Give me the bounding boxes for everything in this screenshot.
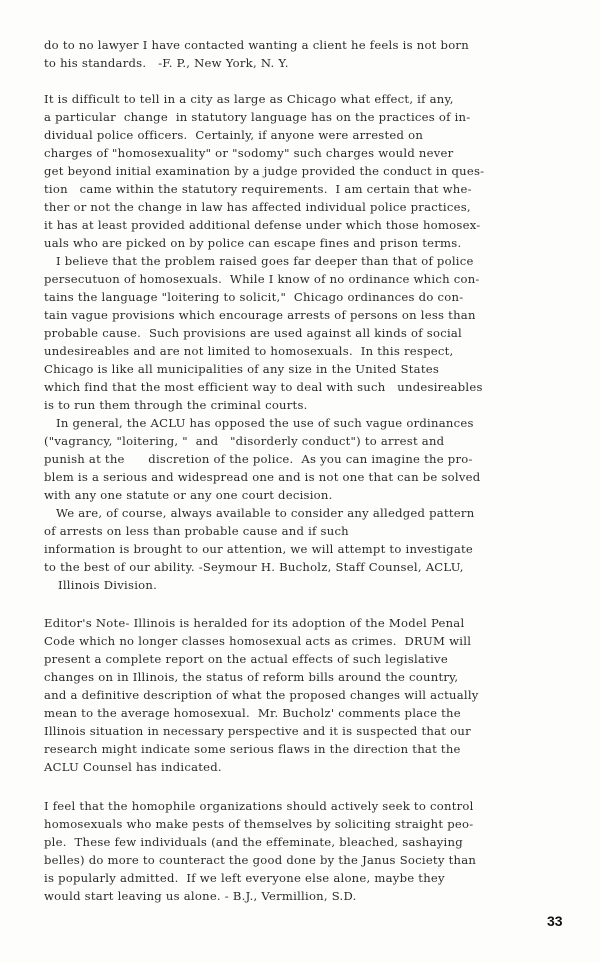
text-line: is to run them through the criminal courts. bbox=[44, 398, 308, 412]
text-line: would start leaving us alone. - B.J., Vermillion, S.D. bbox=[44, 889, 357, 903]
text-line: ACLU Counsel has indicated. bbox=[44, 760, 222, 774]
text-line: is popularly admitted. If we left everyone else alone, maybe they bbox=[44, 871, 445, 885]
text-line: uals who are picked on by police can escape fines and prison terms. bbox=[44, 236, 462, 250]
text-line: Editor's Note- Illinois is heralded for its adoption of the Model Penal bbox=[44, 616, 465, 630]
text-line: Code which no longer classes homosexual acts as crimes. DRUM will bbox=[44, 634, 472, 648]
text-line: with any one statute or any one court decision. bbox=[44, 488, 333, 502]
text-line: to the best of our ability. -Seymour H. Bucholz, Staff Counsel, ACLU, bbox=[44, 560, 464, 574]
text-line: present a complete report on the actual effects of such legislative bbox=[44, 652, 448, 666]
text-line: It is difficult to tell in a city as large as Chicago what effect, if any, bbox=[44, 92, 454, 106]
text-line: ther or not the change in law has affected individual police practices, bbox=[44, 200, 471, 214]
text-line: persecutuon of homosexuals. While I know of no ordinance which con- bbox=[44, 272, 480, 286]
text-line: information is brought to our attention, we will attempt to investigate bbox=[44, 542, 474, 556]
text-line: tains the language "loitering to solicit," Chicago ordinances do con- bbox=[44, 290, 464, 304]
text-line: and a definitive description of what the proposed changes will actually bbox=[44, 688, 479, 702]
text-line: changes on in Illinois, the status of reform bills around the country, bbox=[44, 670, 459, 684]
text-line: tion came within the statutory requirements. I am certain that whe- bbox=[44, 182, 472, 196]
text-line: punish at the discretion of the police. As you can imagine the pro- bbox=[44, 452, 473, 466]
text-line: a particular change in statutory language has on the practices of in- bbox=[44, 110, 471, 124]
text-line: Chicago is like all municipalities of any size in the United States bbox=[44, 362, 440, 376]
text-line: Illinois situation in necessary perspective and it is suspected that our bbox=[44, 724, 471, 738]
text-line: research might indicate some serious flaws in the direction that the bbox=[44, 742, 461, 756]
text-line: do to no lawyer I have contacted wanting a client he feels is not born bbox=[44, 38, 469, 52]
text-line: I feel that the homophile organizations should actively seek to control bbox=[44, 799, 474, 813]
text-line: mean to the average homosexual. Mr. Bucholz' comments place the bbox=[44, 706, 461, 720]
text-line: which find that the most efficient way to deal with such undesireables bbox=[44, 380, 483, 394]
text-line: I believe that the problem raised goes far deeper than that of police bbox=[56, 254, 474, 268]
text-line: blem is a serious and widespread one and is not one that can be solved bbox=[44, 470, 481, 484]
text-line: probable cause. Such provisions are used against all kinds of social bbox=[44, 326, 463, 340]
text-line: dividual police officers. Certainly, if anyone were arrested on bbox=[44, 128, 424, 142]
text-line: We are, of course, always available to consider any alledged pattern bbox=[56, 506, 475, 520]
text-line: Illinois Division. bbox=[58, 578, 158, 592]
text-line: to his standards. -F. P., New York, N. Y. bbox=[44, 56, 289, 70]
text-line: it has at least provided additional defense under which those homosex- bbox=[44, 218, 481, 232]
text-line: of arrests on less than probable cause and if such bbox=[44, 524, 349, 538]
text-line: undesireables and are not limited to homosexuals. In this respect, bbox=[44, 344, 454, 358]
text-line: homosexuals who make pests of themselves by soliciting straight peo- bbox=[44, 817, 474, 831]
text-line: charges of "homosexuality" or "sodomy" such charges would never bbox=[44, 146, 454, 160]
text-line: belles) do more to counteract the good done by the Janus Society than bbox=[44, 853, 477, 867]
text-line: In general, the ACLU has opposed the use of such vague ordinances bbox=[56, 416, 474, 430]
text-line: tain vague provisions which encourage arrests of persons on less than bbox=[44, 308, 476, 322]
text-line: ple. These few individuals (and the effeminate, bleached, sashaying bbox=[44, 835, 463, 849]
text-line: ("vagrancy, "loitering, " and "disorderly conduct") to arrest and bbox=[44, 434, 445, 448]
text-line: get beyond initial examination by a judge provided the conduct in ques- bbox=[44, 164, 485, 178]
page-number: 33 bbox=[547, 913, 563, 929]
